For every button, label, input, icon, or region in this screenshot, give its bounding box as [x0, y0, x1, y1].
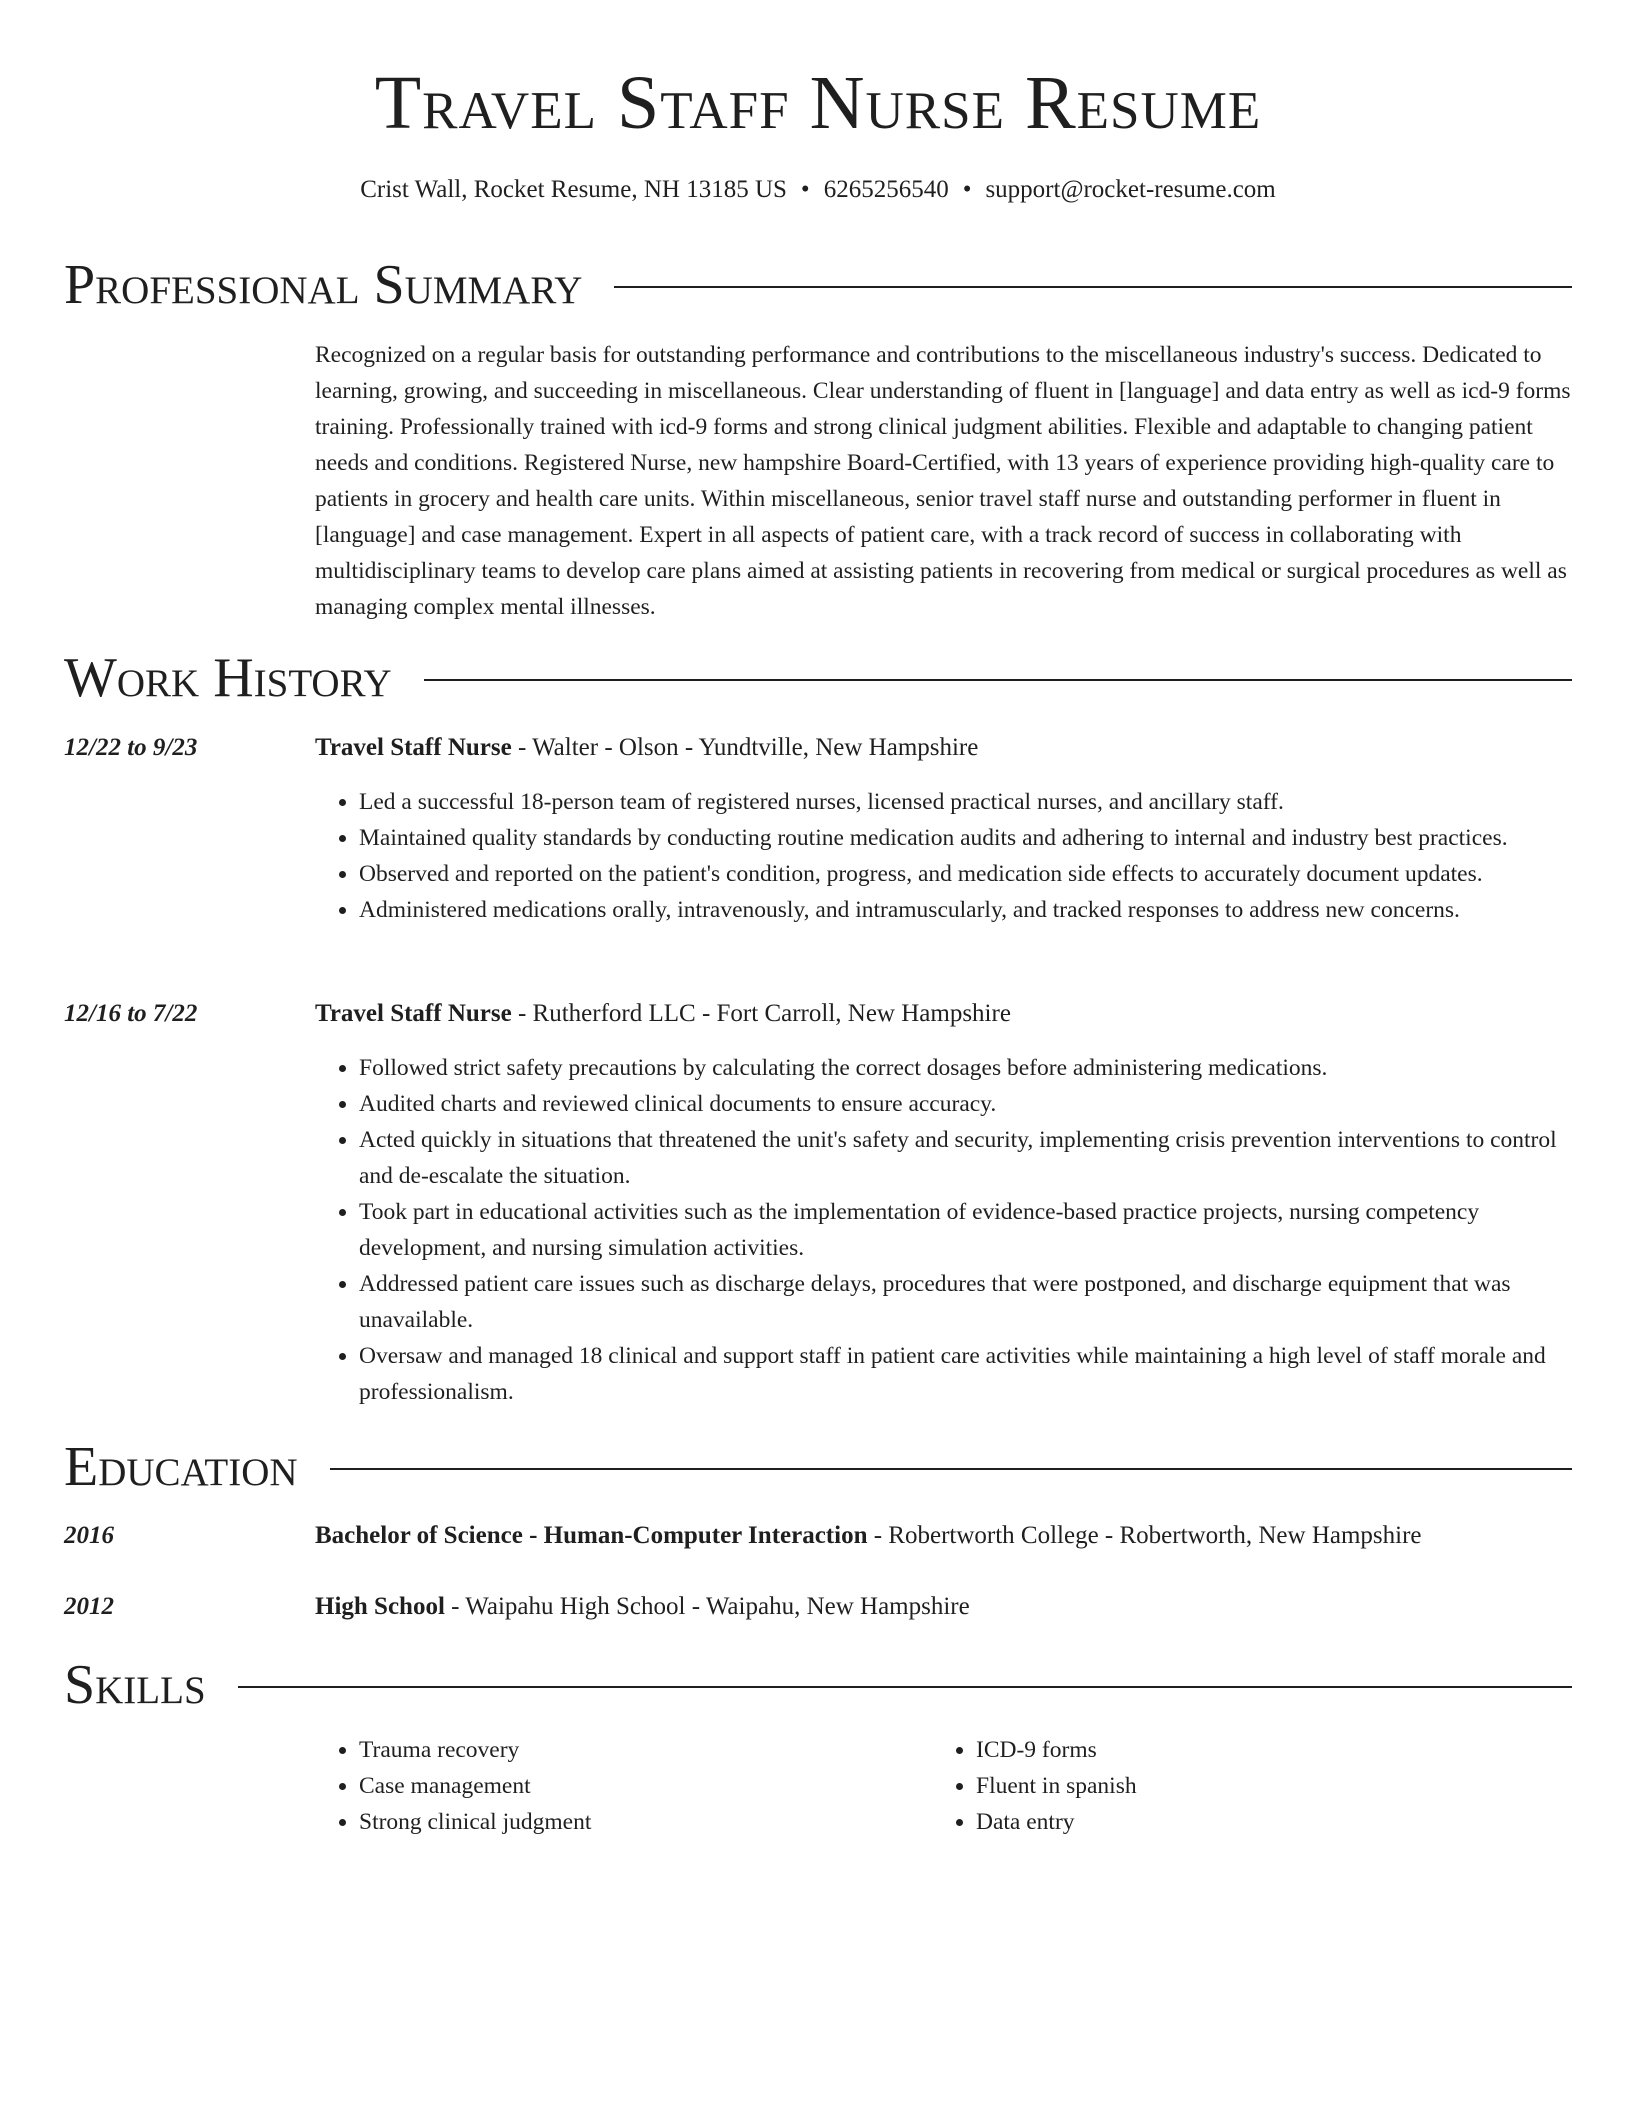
skills-list-right — [932, 1732, 1532, 1840]
skill-item: • Fluent in spanish — [976, 1768, 1532, 1804]
job-dates: 12/16 to 7/22 — [64, 1000, 198, 1027]
contact-address: Crist Wall, Rocket Resume, NH 13185 US — [360, 176, 787, 203]
section-divider — [424, 679, 1572, 681]
skill-item: • Case management — [359, 1768, 915, 1804]
job-details: - Rutherford LLC - Fort Carroll, New Hampshire — [511, 1000, 1011, 1027]
education-degree: Bachelor of Science - Human-Computer Interaction — [315, 1522, 868, 1549]
job-title: Travel Staff Nurse — [315, 734, 512, 761]
section-header-work-history — [64, 646, 1572, 710]
section-divider — [238, 1686, 1572, 1688]
contact-separator: • — [800, 176, 810, 203]
section-title-skills: Skills — [64, 1654, 206, 1716]
skills-list-left — [315, 1732, 915, 1840]
resume-title: Travel Staff Nurse Resume — [374, 61, 1262, 145]
summary-text: Recognized on a regular basis for outstanding performance and contributions to the miscellaneous industry's success. Dedicated to learning, growing, and succeeding in miscellaneous. Clear understanding of fluent in [language] and data entry as well as icd-9 forms training. Professionally trained with icd-9 forms and strong clinical judgment abilities. Flexible and adaptable to changing patient needs and conditions. Registered Nurse, new hampshire Board-Certified, with 13 years of experience providing high-quality care to patients in grocery and health care units. Within miscellaneous, senior travel staff nurse and outstanding performer in fluent in [language] and case management. Expert in all aspects of patient care, with a track record of success in collaborating with multidisciplinary teams to develop care plans aimed at assisting patients in recovering from medical or surgical procedures as well as managing complex mental illnesses. — [315, 342, 1571, 620]
job-dates: 12/22 to 9/23 — [64, 734, 198, 761]
skill-item: • ICD-9 forms — [976, 1732, 1532, 1768]
job-bullet: • Oversaw and managed 18 clinical and support staff in patient care activities while maintaining a high level of staff morale and professionalism. — [359, 1338, 1572, 1410]
job-bullets — [315, 1050, 1572, 1410]
job-bullet: • Took part in educational activities such as the implementation of evidence-based practice projects, nursing competency development, and nursing simulation activities. — [359, 1194, 1572, 1266]
section-title-summary: Professional Summary — [64, 254, 583, 316]
education-details: - Robertworth College - Robertworth, New Hampshire — [867, 1522, 1422, 1549]
section-title-work-history: Work History — [64, 647, 392, 709]
education-details: - Waipahu High School - Waipahu, New Hampshire — [444, 1593, 970, 1620]
job-bullet: • Addressed patient care issues such as discharge delays, procedures that were postponed, and discharge equipment that was unavailable. — [359, 1266, 1572, 1338]
job-bullet: • Observed and reported on the patient's condition, progress, and medication side effects to accurately document updates. — [359, 856, 1572, 892]
section-header-summary — [64, 253, 1572, 317]
job-details: - Walter - Olson - Yundtville, New Hampshire — [511, 734, 979, 761]
contact-phone: 6265256540 — [823, 176, 949, 203]
education-heading — [315, 1518, 1572, 1554]
job-bullet: • Audited charts and reviewed clinical documents to ensure accuracy. — [359, 1086, 1572, 1122]
section-header-education — [64, 1435, 1572, 1499]
job-bullet: • Led a successful 18-person team of registered nurses, licensed practical nurses, and ancillary staff. — [359, 784, 1572, 820]
contact-line — [64, 172, 1572, 208]
job-bullets — [315, 784, 1572, 928]
education-year: 2012 — [64, 1593, 114, 1620]
job-bullet: • Administered medications orally, intravenously, and intramuscularly, and tracked responses to address new concerns. — [359, 892, 1572, 928]
education-degree: High School — [315, 1593, 445, 1620]
section-header-skills — [64, 1653, 1572, 1717]
job-heading — [315, 730, 1572, 766]
job-heading — [315, 996, 1572, 1032]
skill-item: • Data entry — [976, 1804, 1532, 1840]
education-heading — [315, 1589, 1572, 1625]
section-divider — [330, 1468, 1572, 1470]
job-bullet: • Followed strict safety precautions by calculating the correct dosages before administering medications. — [359, 1050, 1572, 1086]
skill-item: • Trauma recovery — [359, 1732, 915, 1768]
job-bullet: • Acted quickly in situations that threatened the unit's safety and security, implementing crisis prevention interventions to control and de-escalate the situation. — [359, 1122, 1572, 1194]
contact-separator: • — [962, 176, 972, 203]
job-bullet: • Maintained quality standards by conducting routine medication audits and adhering to internal and industry best practices. — [359, 820, 1572, 856]
education-year: 2016 — [64, 1522, 114, 1549]
skill-item: • Strong clinical judgment — [359, 1804, 915, 1840]
job-title: Travel Staff Nurse — [315, 1000, 512, 1027]
section-title-education: Education — [64, 1436, 298, 1498]
section-divider — [614, 286, 1572, 288]
contact-email: support@rocket-resume.com — [985, 176, 1276, 203]
